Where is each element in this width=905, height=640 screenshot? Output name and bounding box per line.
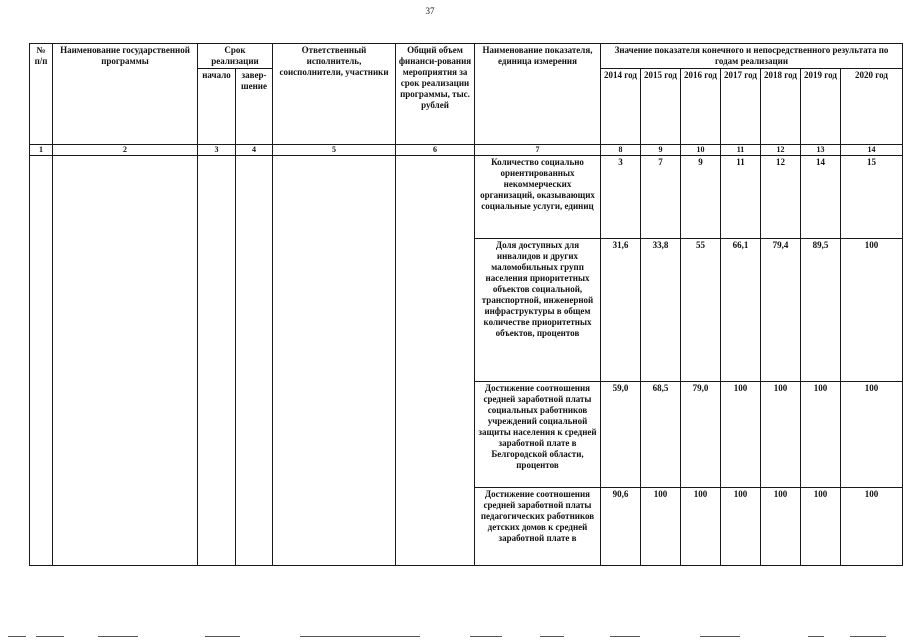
value-cell: 100 (721, 382, 761, 488)
header-values: Значение показателя конечного и непосредственного результата по годам реализации (601, 44, 903, 69)
scan-mark (808, 636, 824, 637)
end-cell (236, 156, 273, 566)
value-cell: 9 (681, 156, 721, 239)
value-cell: 100 (761, 382, 801, 488)
value-cell: 100 (681, 488, 721, 566)
indicator-cell: Доля доступных для инвалидов и других маломобильных групп населения приоритетных объектов социальной, транспортной, инженерной инфраструктуры в общем количестве приоритетных объектов, процентов (475, 239, 601, 382)
value-cell: 100 (841, 382, 903, 488)
program-table (29, 43, 903, 566)
header-period: Срок реализации (198, 44, 273, 69)
header-num: № п/п (30, 44, 53, 145)
header-start: начало (198, 69, 236, 145)
scan-mark (610, 636, 640, 637)
table-row (30, 156, 903, 239)
header-indicator: Наименование показателя, единица измерения (475, 44, 601, 145)
header-year: 2019 год (801, 69, 841, 145)
value-cell: 14 (801, 156, 841, 239)
value-cell: 89,5 (801, 239, 841, 382)
value-cell: 90,6 (601, 488, 641, 566)
value-cell: 66,1 (721, 239, 761, 382)
indicator-cell: Количество социально ориентированных некоммерческих организаций, оказывающих социальные услуги, единиц (475, 156, 601, 239)
header-year: 2014 год (601, 69, 641, 145)
header-year: 2015 год (641, 69, 681, 145)
column-numbers-row (30, 145, 903, 156)
column-number: 12 (761, 145, 801, 156)
header-year: 2016 год (681, 69, 721, 145)
value-cell: 100 (641, 488, 681, 566)
value-cell: 79,4 (761, 239, 801, 382)
value-cell: 33,8 (641, 239, 681, 382)
scan-mark (850, 636, 886, 637)
column-number: 13 (801, 145, 841, 156)
value-cell: 100 (801, 382, 841, 488)
value-cell: 11 (721, 156, 761, 239)
column-number: 14 (841, 145, 903, 156)
scan-mark (700, 636, 740, 637)
value-cell: 15 (841, 156, 903, 239)
header-year: 2020 год (841, 69, 903, 145)
value-cell: 7 (641, 156, 681, 239)
value-cell: 100 (761, 488, 801, 566)
funding-cell (396, 156, 475, 566)
scan-mark (36, 636, 64, 637)
value-cell: 12 (761, 156, 801, 239)
header-responsible: Ответственный исполнитель, соисполнители, участники (273, 44, 396, 145)
value-cell: 79,0 (681, 382, 721, 488)
column-number: 10 (681, 145, 721, 156)
start-cell (198, 156, 236, 566)
value-cell: 31,6 (601, 239, 641, 382)
value-cell: 68,5 (641, 382, 681, 488)
indicator-cell: Достижение соотношения средней заработной платы социальных работников учреждений социальной защиты населения к средней заработной плате в Белгородской области, процентов (475, 382, 601, 488)
responsible-cell (273, 156, 396, 566)
scan-mark (540, 636, 564, 637)
value-cell: 59,0 (601, 382, 641, 488)
indicator-cell: Достижение соотношения средней заработной платы педагогических работников детских домов к средней заработной плате в (475, 488, 601, 566)
column-number: 7 (475, 145, 601, 156)
scan-mark (8, 636, 26, 637)
scan-mark (98, 636, 138, 637)
scan-mark (205, 636, 240, 637)
scan-mark (470, 636, 502, 637)
num-cell (30, 156, 53, 566)
header-program: Наименование государственной программы (53, 44, 198, 145)
header-end: завер-шение (236, 69, 273, 145)
value-cell: 100 (721, 488, 761, 566)
column-number: 11 (721, 145, 761, 156)
value-cell: 100 (841, 488, 903, 566)
value-cell: 100 (841, 239, 903, 382)
column-number: 6 (396, 145, 475, 156)
column-number: 4 (236, 145, 273, 156)
value-cell: 3 (601, 156, 641, 239)
column-number: 2 (53, 145, 198, 156)
column-number: 9 (641, 145, 681, 156)
value-cell: 55 (681, 239, 721, 382)
header-year: 2017 год (721, 69, 761, 145)
column-number: 5 (273, 145, 396, 156)
header-year: 2018 год (761, 69, 801, 145)
program-cell (53, 156, 198, 566)
scan-mark (300, 636, 420, 637)
column-number: 3 (198, 145, 236, 156)
value-cell: 100 (801, 488, 841, 566)
page-number: 37 (425, 6, 435, 16)
column-number: 1 (30, 145, 53, 156)
header-funding: Общий объем финанси-рования мероприятия за срок реализации программы, тыс. рублей (396, 44, 475, 145)
column-number: 8 (601, 145, 641, 156)
